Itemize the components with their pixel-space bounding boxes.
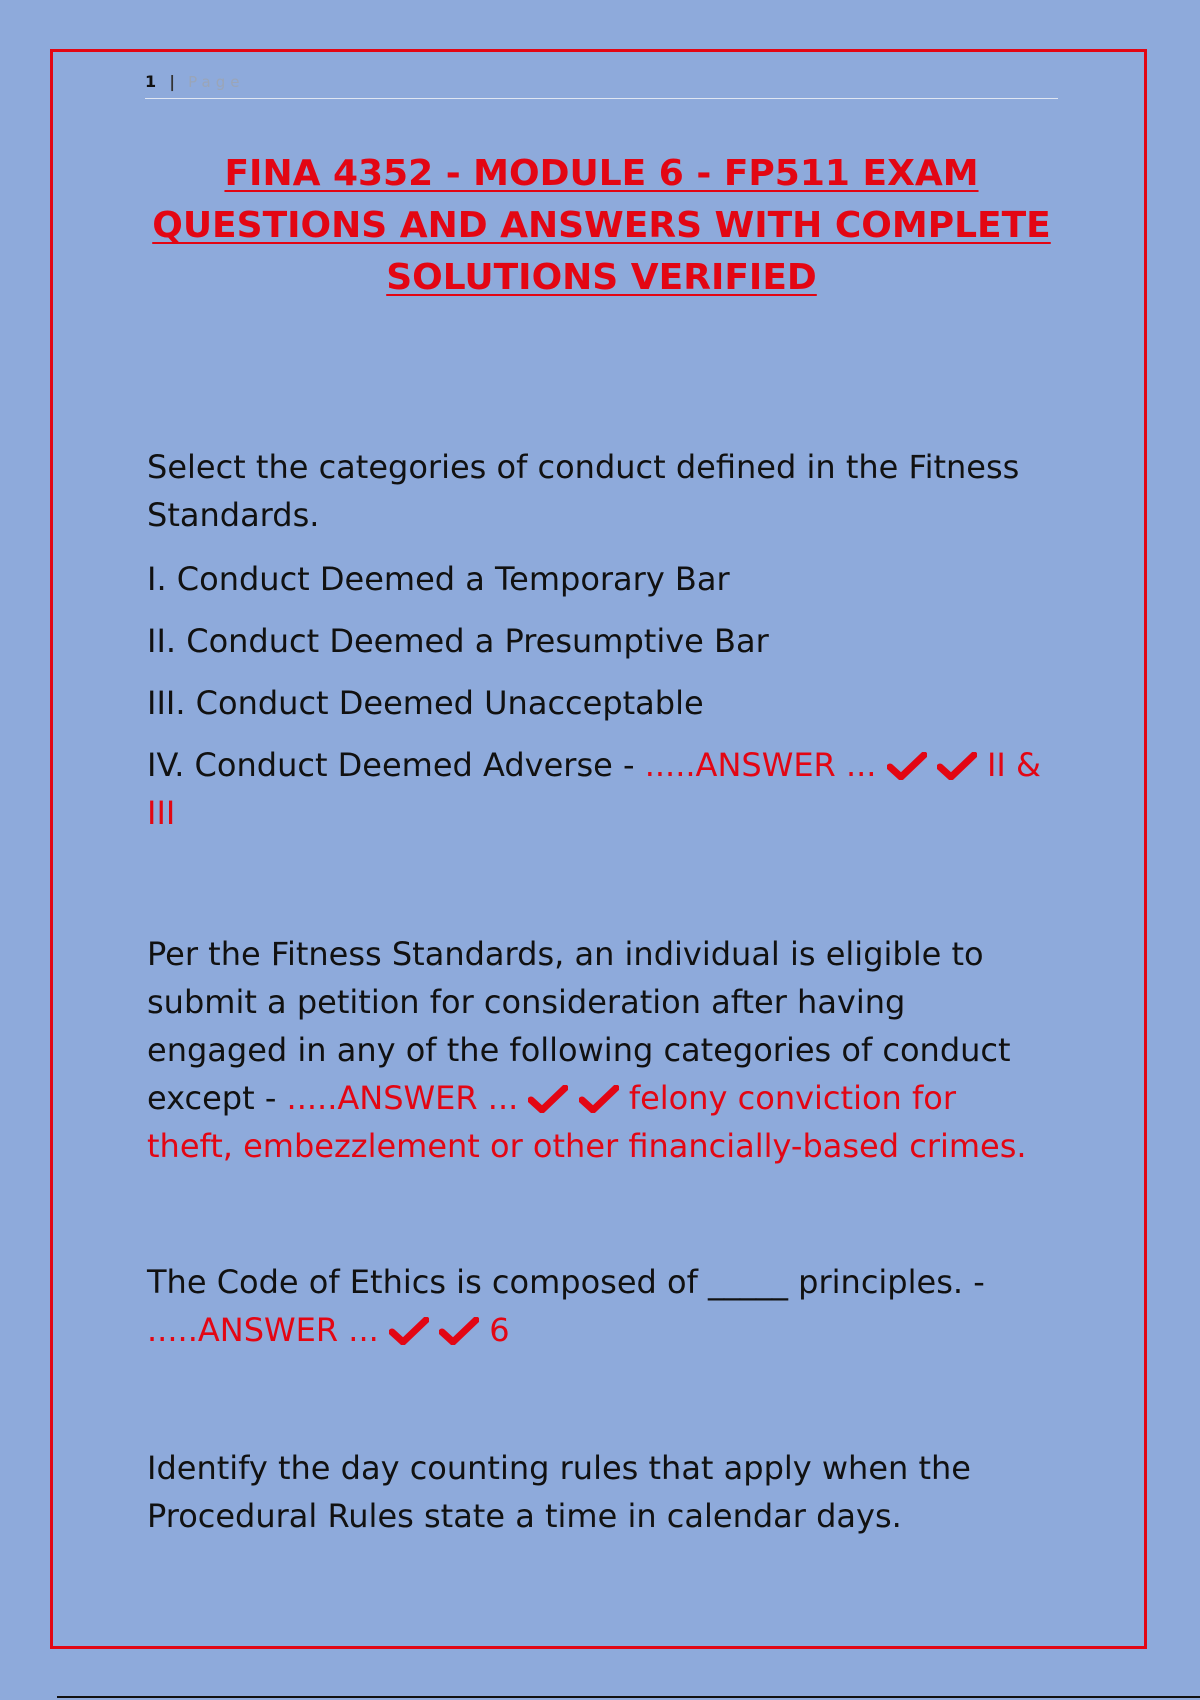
check-mark-icon [528,1085,568,1113]
question-text: Per the Fitness Standards, an individual is eligible to submit a petition for consideration after having engaged in any of the following categories of conduct except - [147,935,1011,1117]
question-option-1: I. Conduct Deemed a Temporary Bar [147,560,730,598]
page-header [145,72,1058,99]
question-block-2 [147,930,1047,1170]
answer-prefix: .....ANSWER ... [286,1079,519,1117]
check-mark-icon [439,1317,479,1345]
question-block-1 [147,443,1047,837]
page-bottom-divider [57,1696,1200,1698]
answer-text: felony conviction for theft, embezzlement or other financially-based crimes. [147,1079,1027,1165]
check-mark-icon [579,1085,619,1113]
answer-text: 6 [489,1311,510,1349]
title-line-2: QUESTIONS AND ANSWERS WITH COMPLETE [152,205,1051,246]
question-option-2: II. Conduct Deemed a Presumptive Bar [147,622,769,660]
page-number: 1 [145,72,160,91]
question-option-3: III. Conduct Deemed Unacceptable [147,684,704,722]
check-mark-icon [887,752,927,780]
question-text: Identify the day counting rules that apply when the Procedural Rules state a time in calendar days. [147,1449,971,1535]
answer-prefix: .....ANSWER ... [644,746,877,784]
page-header-separator: | [169,72,179,91]
answer-text: II & III [147,746,1041,832]
document-title [145,148,1058,304]
question-option-4-with-answer [147,741,1047,837]
question-text: Select the categories of conduct defined in the Fitness Standards. [147,448,1020,534]
title-line-1: FINA 4352 - MODULE 6 - FP511 EXAM [224,153,979,194]
question-with-answer [147,930,1047,1170]
answer-prefix: .....ANSWER ... [147,1311,379,1349]
page-label: Page [188,73,245,91]
check-mark-icon [389,1317,429,1345]
question-option-4: IV. Conduct Deemed Adverse - [147,746,645,784]
question-block-3 [147,1258,1047,1354]
title-line-3: SOLUTIONS VERIFIED [386,257,817,298]
question-block-4 [147,1444,1047,1540]
question-text: The Code of Ethics is composed of _____ principles. - [147,1263,985,1301]
question-with-answer [147,1258,1047,1354]
check-mark-icon [937,752,977,780]
